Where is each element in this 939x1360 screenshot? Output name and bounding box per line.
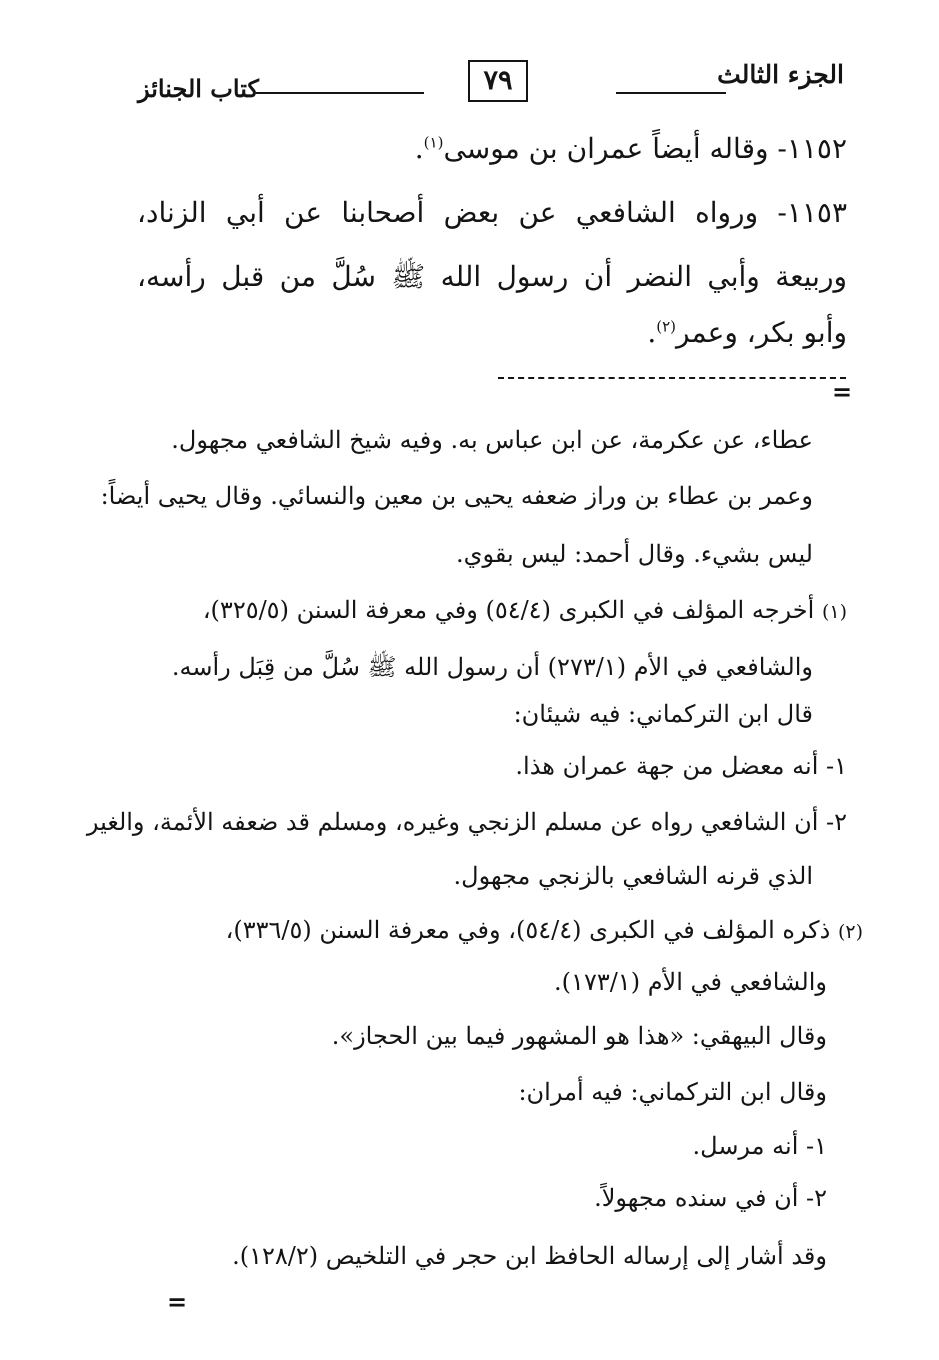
footnote-2-line: وقد أشار إلى إرساله الحافظ ابن حجر في التلخيص (١٢٨/٢). xyxy=(232,1242,827,1270)
main-line-1153: ١١٥٣- ورواه الشافعي عن بعض أصحابنا عن أبي الزناد، xyxy=(137,196,847,229)
main-text: ١١٥٢- وقاله أيضاً عمران بن موسى xyxy=(443,132,847,165)
footnote-2-line: ٢- أن في سنده مجهولاً. xyxy=(594,1184,827,1212)
footnote-2-line: وقال ابن التركماني: فيه أمران: xyxy=(518,1078,827,1106)
footnote-continuation-line: وعمر بن عطاء بن وراز ضعفه يحيى بن معين والنسائي. وقال يحيى أيضاً: xyxy=(100,482,813,510)
main-text-end: . xyxy=(414,132,424,165)
footnote-2-number: (٢) xyxy=(837,921,863,943)
footnote-separator xyxy=(498,377,846,379)
footnote-continuation-line: عطاء، عن عكرمة، عن ابن عباس به. وفيه شيخ الشافعي مجهول. xyxy=(171,426,813,454)
main-line-3: وربيعة وأبي النضر أن رسول الله ﷺ سُلَّ من قبل رأسه، xyxy=(137,260,847,293)
footnote-1-line: ٢- أن الشافعي رواه عن مسلم الزنجي وغيره، ومسلم قد ضعفه الأئمة، والغير xyxy=(86,808,847,836)
footnote-2-line xyxy=(226,916,863,944)
footnote-ref-2: (٢) xyxy=(656,317,677,336)
footnote-1-line xyxy=(203,596,847,624)
main-text: وأبو بكر، وعمر xyxy=(676,316,847,349)
volume-title: الجزء الثالث xyxy=(717,60,844,89)
footnote-2-line: وقال البيهقي: «هذا هو المشهور فيما بين الحجاز». xyxy=(331,1022,827,1050)
header-rule-right xyxy=(616,92,726,94)
footnote-text: ذكره المؤلف في الكبرى (٥٤/٤)، وفي معرفة السنن (٣٣٦/٥)، xyxy=(225,916,831,944)
footnote-2-line: والشافعي في الأم (١٧٣/١). xyxy=(554,968,827,996)
main-line-4 xyxy=(137,316,847,349)
page-number: ٧٩ xyxy=(468,60,528,102)
footnote-1-line: الذي قرنه الشافعي بالزنجي مجهول. xyxy=(453,862,813,890)
footnote-1-line: ١- أنه معضل من جهة عمران هذا. xyxy=(515,752,847,780)
continuation-mark-top: = xyxy=(832,377,853,406)
footnote-ref-1: (١) xyxy=(423,133,444,152)
footnote-text: أخرجه المؤلف في الكبرى (٥٤/٤) وفي معرفة السنن (٣٢٥/٥)، xyxy=(202,596,815,624)
footnote-2-line: ١- أنه مرسل. xyxy=(692,1132,827,1160)
footnote-continuation-line: ليس بشيء. وقال أحمد: ليس بقوي. xyxy=(456,540,813,568)
footnote-1-number: (١) xyxy=(821,601,847,623)
header-rule-left xyxy=(256,92,424,94)
running-header xyxy=(138,58,844,102)
main-text-end: . xyxy=(647,316,657,349)
main-line-1152 xyxy=(137,132,847,165)
footnote-1-line: والشافعي في الأم (٢٧٣/١) أن رسول الله ﷺ سُلَّ من قِبَل رأسه. xyxy=(171,653,813,681)
book-title: كتاب الجنائز xyxy=(138,74,259,103)
footnote-1-line: قال ابن التركماني: فيه شيئان: xyxy=(513,700,813,728)
continuation-mark-bottom: = xyxy=(167,1287,188,1316)
